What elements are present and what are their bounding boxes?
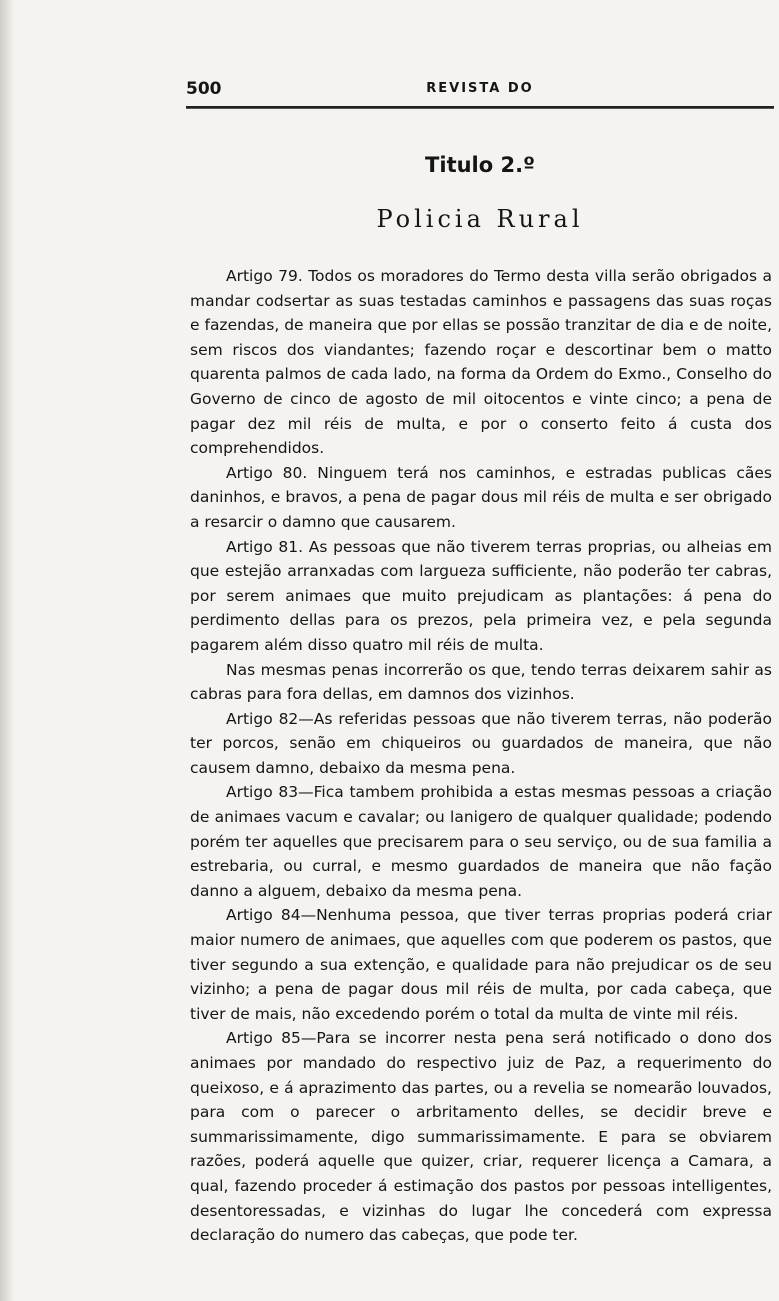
journal-title: REVISTA DO bbox=[426, 81, 534, 96]
article-83: Artigo 83—Fica tambem prohibida a estas mesmas pessoas a criação de animaes vacum e cavalar; ou lanigero de qualquer qualidade; podendo porém ter aquelles que precisarem para o seu serviço, ou de sua familia a estrebaria, ou curral, e mesmo guardados de maneira que não fação danno a alguem, debaixo da mesma pena. bbox=[190, 783, 772, 900]
article-84: Artigo 84—Nenhuma pessoa, que tiver terras proprias poderá criar maior numero de animaes, que aquelles com que poderem os pastos, que tiver segundo a sua extenção, e qualidade para não prejudicar os de seu vizinho; a pena de pagar dous mil réis de multa, por cada cabeça, que tiver de mais, não excedendo porém o total da multa de vinte mil réis. bbox=[190, 906, 772, 1023]
page-binding-edge bbox=[0, 0, 14, 1301]
article-81-continuation: Nas mesmas penas incorrerão os que, tendo terras deixarem sahir as cabras para fora dellas, em damnos dos vizinhos. bbox=[190, 660, 772, 704]
article-82: Artigo 82—As referidas pessoas que não tiverem terras, não poderão ter porcos, senão em chiqueiros ou guardados de maneira, que não causem damno, debaixo da mesma pena. bbox=[190, 709, 772, 777]
section-subtitle: Policia Rural bbox=[376, 205, 584, 233]
article-85: Artigo 85—Para se incorrer nesta pena será notificado o dono dos animaes por mandado do respectivo juiz de Paz, a requerimento do queixoso, e á aprazimento das partes, ou a revelia se nomearão louvados, para com o parecer o arbritamento delles, se decidir breve e summarissimamente, digo summarissimamente. E para se obviarem razões, poderá aquelle que quizer, criar, requerer licença a Camara, a qual, fazendo proceder á estimação dos pastos por pessoas intelligentes, desentoressadas, e vizinhas do lugar lhe concederá com expressa declaração do numero das cabeças, que pode ter. bbox=[190, 1029, 772, 1245]
header-rule bbox=[186, 106, 774, 109]
article-81: Artigo 81. As pessoas que não tiverem terras proprias, ou alheias em que estejão arranxadas com largueza sufficiente, não poderão ter cabras, por serem animaes que muito prejudicam as plantações: á pena do perdimento dellas para os prezos, pela primeira vez, e pela segunda pagarem além disso quatro mil réis de multa. bbox=[190, 537, 772, 654]
page-number: 500 bbox=[186, 79, 222, 99]
article-80: Artigo 80. Ninguem terá nos caminhos, e estradas publicas cães daninhos, e bravos, a pena de pagar dous mil réis de multa e ser obrigado a resarcir o damno que causarem. bbox=[190, 463, 772, 531]
section-title: Titulo 2.º bbox=[425, 153, 535, 177]
article-79: Artigo 79. Todos os moradores do Termo desta villa serão obrigados a mandar codsertar as suas testadas caminhos e passagens das suas roças e fazendas, de maneira que por ellas se possão tranzitar de dia e de noite, sem riscos dos viandantes; fazendo roçar e descortinar bem o matto quarenta palmos de cada lado, na forma da Ordem do Exmo., Conselho do Governo de cinco de agosto de mil oitocentos e vinte cinco; a pena de pagar dez mil réis de multa, e por o conserto feito á custa dos comprehendidos. bbox=[190, 267, 772, 458]
running-head bbox=[186, 79, 774, 101]
article-list bbox=[190, 264, 772, 1248]
